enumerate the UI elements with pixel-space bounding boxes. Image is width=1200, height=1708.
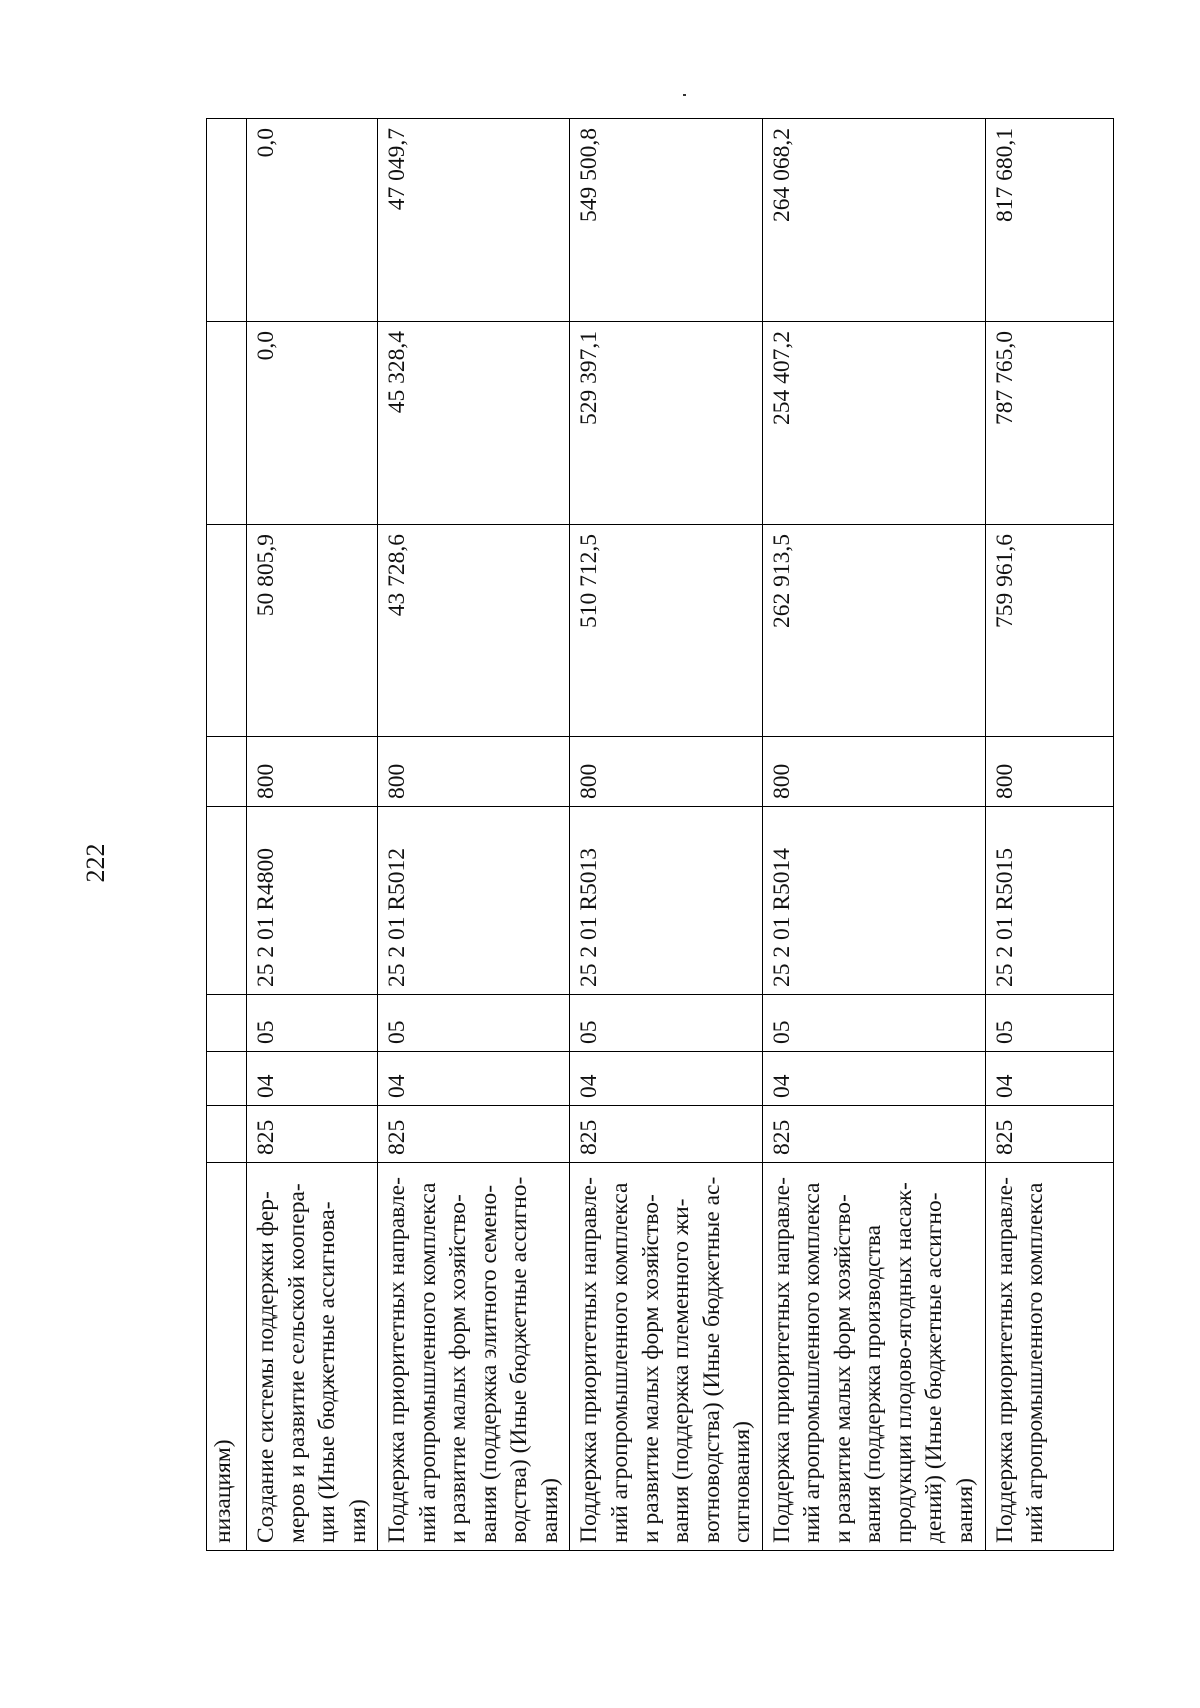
amount-2-cell: 787 765,0	[985, 322, 1113, 525]
admin-code-cell: 825	[378, 1106, 570, 1163]
subsection-code-cell: 05	[570, 995, 762, 1052]
row-name-cell: низациям)	[207, 1163, 247, 1551]
amount-3-cell: 549 500,8	[570, 119, 762, 322]
expense-type-cell: 800	[378, 737, 570, 807]
section-code-cell: 04	[985, 1052, 1113, 1106]
amount-1-cell: 262 913,5	[762, 525, 985, 737]
amount-1-cell: 759 961,6	[985, 525, 1113, 737]
section-code-cell: 04	[378, 1052, 570, 1106]
amount-3-cell	[207, 119, 247, 322]
expense-type-cell: 800	[247, 737, 378, 807]
amount-3-cell: 0,0	[247, 119, 378, 322]
amount-1-cell	[207, 525, 247, 737]
budget-table-rotated	[206, 119, 1088, 1551]
amount-2-cell: 254 407,2	[762, 322, 985, 525]
subsection-code-cell: 05	[247, 995, 378, 1052]
section-code-cell: 04	[570, 1052, 762, 1106]
target-code-cell	[207, 807, 247, 995]
subsection-code-cell: 05	[762, 995, 985, 1052]
amount-2-cell: 45 328,4	[378, 322, 570, 525]
row-name-cell: Создание системы поддержки фер-меров и развитие сельской коопера-ции (Иные бюджетные ассигнова-ния)	[247, 1163, 378, 1551]
amount-2-cell	[207, 322, 247, 525]
amount-2-cell: 0,0	[247, 322, 378, 525]
amount-1-cell: 50 805,9	[247, 525, 378, 737]
section-code-cell: 04	[247, 1052, 378, 1106]
expense-type-cell: 800	[570, 737, 762, 807]
row-name-cell: Поддержка приоритетных направле-ний агропромышленного комплекса и развитие малых форм хозяйство-вания (поддержка элитного семено-водства) (Иные бюджетные ассигно-вания)	[378, 1163, 570, 1551]
admin-code-cell: 825	[247, 1106, 378, 1163]
subsection-code-cell: 05	[378, 995, 570, 1052]
row-name-cell: Поддержка приоритетных направле-ний агропромышленного комплекса и развитие малых форм хозяйство-вания (поддержка производства продукции плодово-ягодных насаж-дений) (Иные бюджетные ассигно-вания)	[762, 1163, 985, 1551]
amount-3-cell: 264 068,2	[762, 119, 985, 322]
page-number: 222	[81, 843, 110, 883]
target-code-cell: 25 2 01 R5015	[985, 807, 1113, 995]
subsection-code-cell	[207, 995, 247, 1052]
expense-type-cell	[207, 737, 247, 807]
table-row	[570, 119, 762, 1551]
table-row	[985, 119, 1113, 1551]
scan-speck	[683, 94, 686, 96]
target-code-cell: 25 2 01 R4800	[247, 807, 378, 995]
subsection-code-cell: 05	[985, 995, 1113, 1052]
admin-code-cell: 825	[570, 1106, 762, 1163]
budget-allocation-table	[206, 118, 1114, 1551]
section-code-cell	[207, 1052, 247, 1106]
admin-code-cell: 825	[762, 1106, 985, 1163]
amount-3-cell: 47 049,7	[378, 119, 570, 322]
target-code-cell: 25 2 01 R5014	[762, 807, 985, 995]
row-name-cell: Поддержка приоритетных направле-ний агропромышленного комплекса	[985, 1163, 1113, 1551]
expense-type-cell: 800	[762, 737, 985, 807]
section-code-cell: 04	[762, 1052, 985, 1106]
amount-1-cell: 510 712,5	[570, 525, 762, 737]
amount-3-cell: 817 680,1	[985, 119, 1113, 322]
table-row	[247, 119, 378, 1551]
expense-type-cell: 800	[985, 737, 1113, 807]
amount-1-cell: 43 728,6	[378, 525, 570, 737]
table-row	[378, 119, 570, 1551]
target-code-cell: 25 2 01 R5012	[378, 807, 570, 995]
table-row-continuation	[207, 119, 247, 1551]
table-row	[762, 119, 985, 1551]
admin-code-cell	[207, 1106, 247, 1163]
admin-code-cell: 825	[985, 1106, 1113, 1163]
amount-2-cell: 529 397,1	[570, 322, 762, 525]
target-code-cell: 25 2 01 R5013	[570, 807, 762, 995]
row-name-cell: Поддержка приоритетных направле-ний агропромышленного комплекса и развитие малых форм хозяйство-вания (поддержка племенного жи-вотноводства) (Иные бюджетные ас-сигнования)	[570, 1163, 762, 1551]
